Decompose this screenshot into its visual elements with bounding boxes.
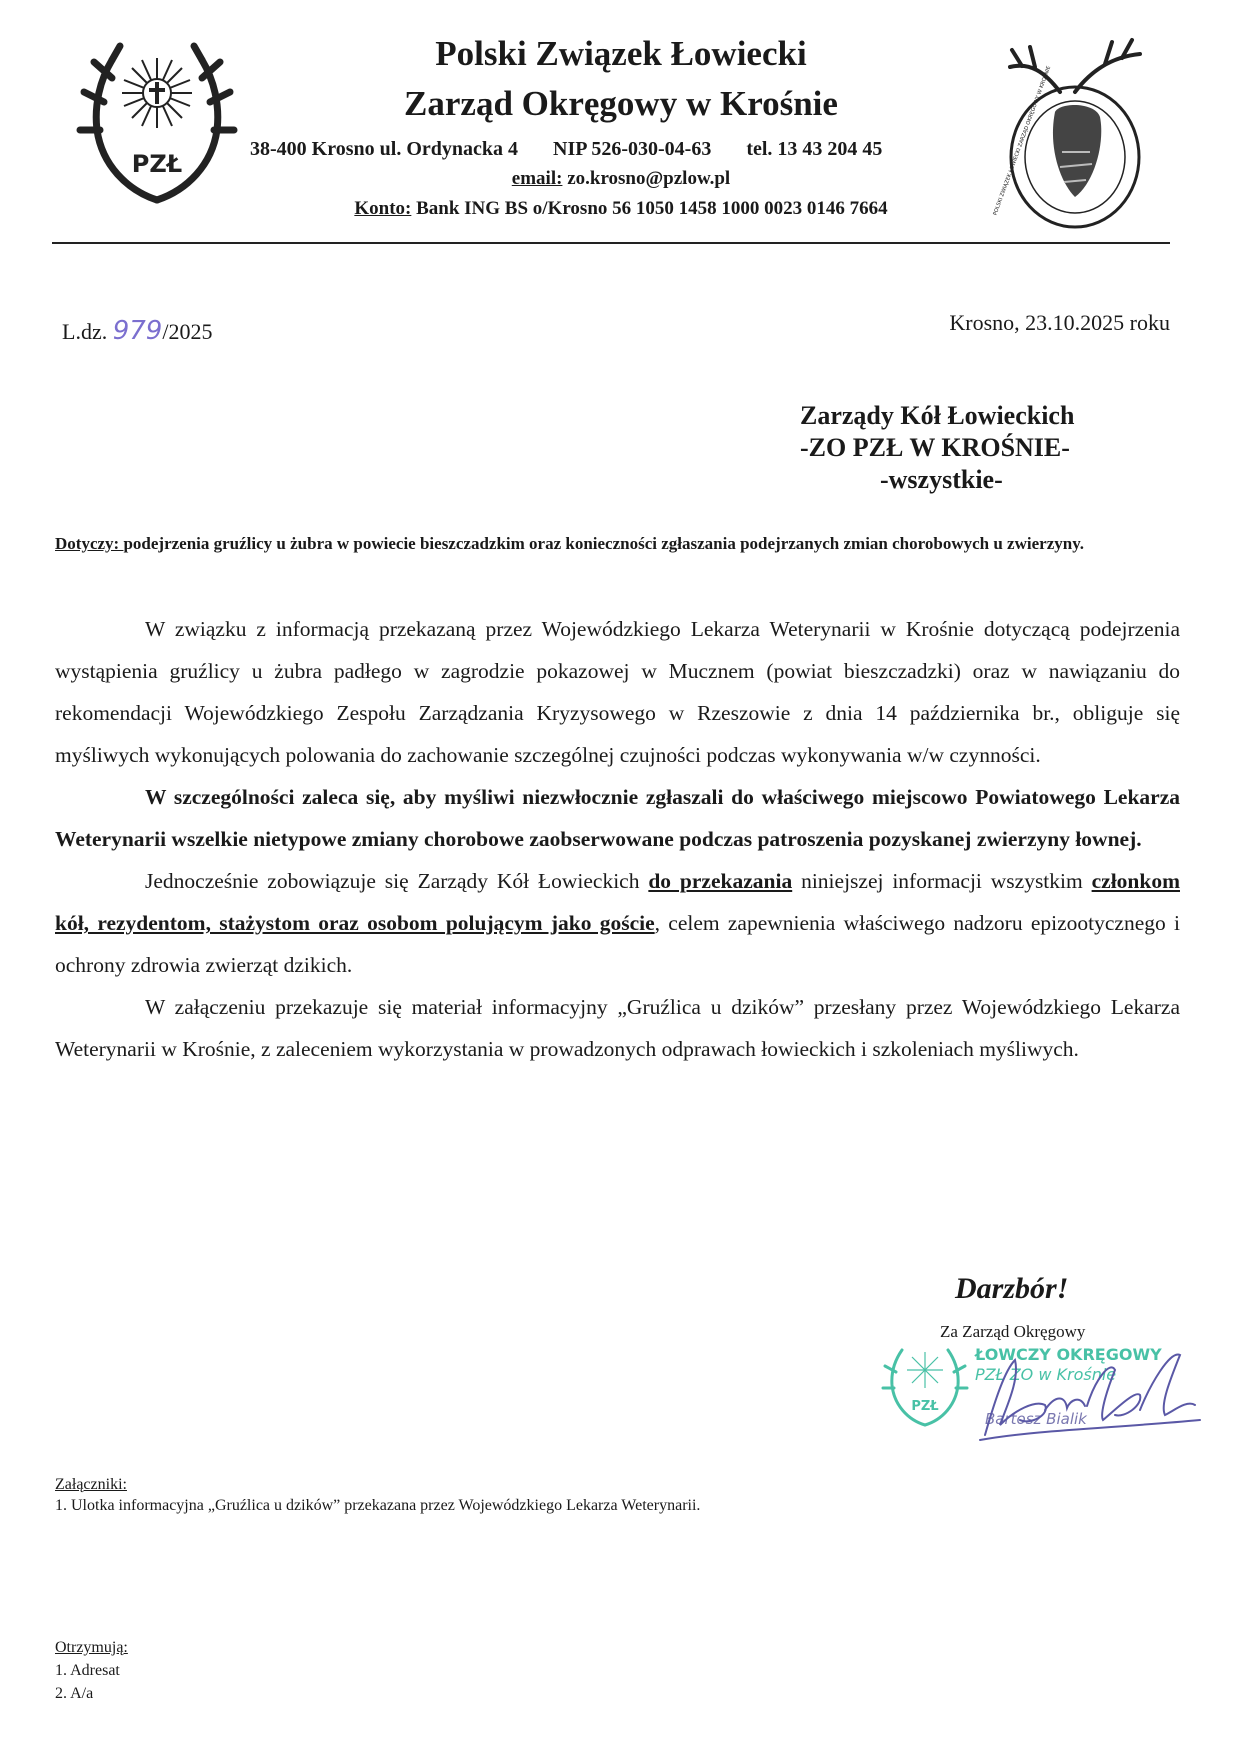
signature-greeting: Darzbór! bbox=[955, 1272, 1069, 1305]
stamp-logo-icon bbox=[880, 1340, 970, 1430]
org-unit: Zarząd Okręgowy w Krośnie bbox=[404, 84, 838, 123]
header-divider bbox=[52, 242, 1170, 244]
p3-emphasis-transfer: do przekazania bbox=[648, 869, 793, 893]
stamp-name: Bartosz Bialik bbox=[985, 1410, 1087, 1428]
attachment-item-1: 1. Ulotka informacyjna „Gruźlica u dzików” przekazana przez Wojewódzkiego Lekarza Weterynarii. bbox=[55, 1497, 701, 1514]
p3-part-c: niniejszej informacji wszystkim bbox=[792, 869, 1092, 893]
paragraph-1: W związku z informacją przekazaną przez Wojewódzkiego Lekarza Weterynarii w Krośnie dotyczącą podejrzenia wystąpienia gruźlicy u żubra padłego w zagrodzie pokazowej w Mucznem (powiat bieszczadzki) oraz w nawiązaniu do rekomendacji Wojewódzkiego Zespołu Zarządzania Kryzysowego w Rzeszowie z dnia 14 października br., obliguje się myśliwych wykonujących polowania do zachowanie szczególnej czujności podczas wykonywania w/w czynności. bbox=[55, 617, 1180, 767]
subject bbox=[55, 532, 1180, 556]
letter-body bbox=[55, 608, 1180, 1070]
handwritten-signature bbox=[975, 1340, 1205, 1450]
account-label: Konto: bbox=[354, 198, 412, 219]
paragraph-2: W szczególności zaleca się, aby myśliwi niezwłocznie zgłaszali do właściwego miejscowo Powiatowego Lekarza Weterynarii wszelkie nietypowe zmiany chorobowe zaobserwowane podczas patroszenia pozyskanej zwierzyny łownej. bbox=[55, 785, 1180, 851]
recipients-item-1: 1. Adresat bbox=[55, 1662, 120, 1679]
subject-text: podejrzenia gruźlicy u żubra w powiecie bieszczadzkim oraz konieczności zgłaszania podejrzanych zmian chorobowych u zwierzyny. bbox=[123, 534, 1085, 553]
account-line bbox=[0, 198, 1242, 220]
recipient-line-3: -wszystkie- bbox=[880, 465, 1003, 494]
email-address[interactable]: zo.krosno@pzlow.pl bbox=[567, 168, 731, 189]
signature-on-behalf: Za Zarząd Okręgowy bbox=[940, 1322, 1086, 1341]
recipients-title: Otrzymują: bbox=[55, 1639, 128, 1656]
ldz-year: /2025 bbox=[162, 319, 213, 344]
email-label: email: bbox=[511, 168, 563, 189]
stamp-line-1: ŁOWCZY OKRĘGOWY bbox=[975, 1345, 1162, 1364]
p3-part-e: , celem zapewnienia właściwego nadzoru epizootycznego i ochrony zdrowia zwierząt dzikich. bbox=[55, 911, 1180, 977]
paragraph-3 bbox=[55, 860, 1180, 986]
stamp-logo-text: PZŁ bbox=[911, 1399, 939, 1414]
subject-label: Dotyczy: bbox=[55, 534, 124, 553]
reference-number bbox=[62, 316, 212, 346]
logo-left-text: PZŁ bbox=[131, 150, 183, 178]
address: 38-400 Krosno ul. Ordynacka 4 bbox=[250, 138, 518, 160]
place-date: Krosno, 23.10.2025 roku bbox=[949, 310, 1170, 335]
recipients-item-2: 2. A/a bbox=[55, 1685, 94, 1702]
logo-right-text: POLSKI ZWIĄZEK ŁOWIECKI ZARZĄD OKRĘGOWY W KROŚNIE bbox=[992, 65, 1053, 217]
nip: NIP 526-030-04-63 bbox=[553, 138, 712, 160]
phone: tel. 13 43 204 45 bbox=[746, 138, 883, 160]
email-line bbox=[0, 168, 1242, 190]
ldz-prefix: L.dz. bbox=[62, 319, 113, 344]
ldz-number-handwritten: 979 bbox=[112, 316, 163, 346]
paragraph-4: W załączeniu przekazuje się materiał informacyjny „Gruźlica u dzików” przesłany przez Wojewódzkiego Lekarza Weterynarii w Krośnie, z zaleceniem wykorzystania w prowadzonych odprawach łowieckich i szkoleniach myśliwych. bbox=[55, 995, 1180, 1061]
recipient-block bbox=[800, 400, 1170, 496]
contact-line bbox=[250, 138, 912, 161]
p3-part-a: Jednocześnie zobowiązuje się Zarządy Kół Łowieckich bbox=[145, 869, 649, 893]
org-name: Polski Związek Łowiecki bbox=[435, 34, 807, 73]
account-number: Bank ING BS o/Krosno 56 1050 1458 1000 0023 0146 7664 bbox=[416, 198, 888, 219]
recipient-line-1: Zarządy Kół Łowieckich bbox=[800, 401, 1075, 430]
stamp-line-2: PZŁ ZO w Krośnie bbox=[975, 1365, 1117, 1384]
recipient-line-2: -ZO PZŁ W KROŚNIE- bbox=[800, 433, 1070, 462]
p3-emphasis-recipients: członkom kół, rezydentom, stażystom oraz osobom polującym jako goście bbox=[55, 869, 1180, 935]
attachments-title: Załączniki: bbox=[55, 1476, 127, 1493]
